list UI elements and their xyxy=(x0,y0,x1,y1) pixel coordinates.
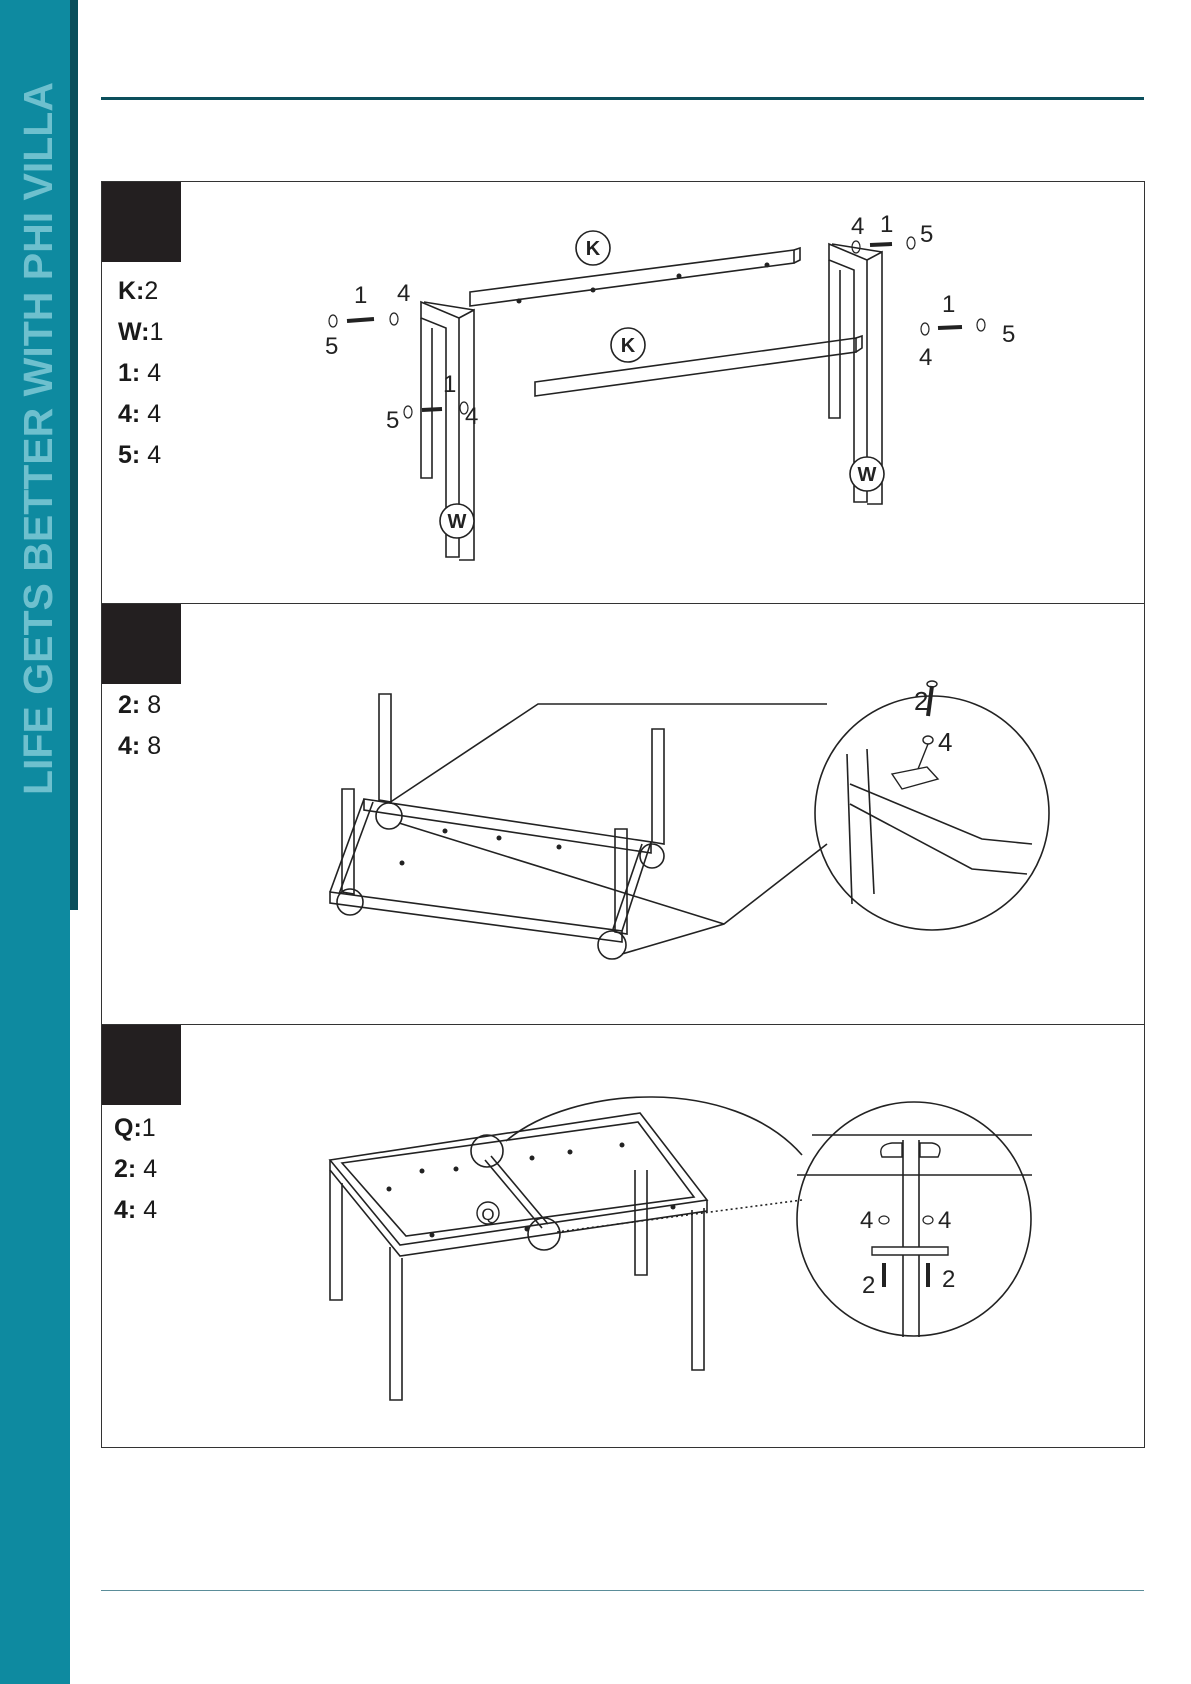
parts-row: 2: 4 xyxy=(114,1155,158,1183)
callout-bolt: 1 xyxy=(942,291,956,318)
parts-row: K:2 xyxy=(118,277,159,305)
callout-screw: 2 xyxy=(914,686,929,716)
step-2-panel xyxy=(102,603,1144,1025)
callout-bolt: 1 xyxy=(880,211,894,238)
instructions-frame xyxy=(101,181,1145,1448)
callout-washer: 4 xyxy=(938,1207,952,1234)
callout-washer: 4 xyxy=(938,727,953,757)
parts-row: W:1 xyxy=(118,318,164,346)
part-label-w: W xyxy=(857,464,877,486)
part-label-q: Q xyxy=(481,1205,495,1224)
step-3-panel xyxy=(102,1024,1144,1446)
header-rule xyxy=(101,97,1144,100)
sidebar-accent-stripe xyxy=(70,0,78,910)
parts-row: Q:1 xyxy=(114,1114,156,1142)
parts-row: 2: 8 xyxy=(118,691,162,719)
footer-rule xyxy=(101,1590,1144,1591)
callout-bolt: 1 xyxy=(443,371,457,398)
callout-washer: 4 xyxy=(851,213,865,240)
parts-row: 4: 8 xyxy=(118,732,162,760)
callout-nut: 5 xyxy=(1002,321,1016,348)
callout-washer: 4 xyxy=(397,280,411,307)
callout-nut: 5 xyxy=(325,333,339,360)
step-3-illustration xyxy=(102,1025,1144,1446)
callout-screw: 2 xyxy=(862,1272,876,1299)
parts-row: 5: 4 xyxy=(118,441,162,469)
callout-bolt: 1 xyxy=(354,282,368,309)
callout-screw: 2 xyxy=(942,1266,956,1293)
step-1-illustration xyxy=(102,182,1144,603)
callout-washer: 4 xyxy=(919,344,933,371)
part-label-k: K xyxy=(585,238,601,260)
parts-row: 4: 4 xyxy=(118,400,162,428)
callout-washer: 4 xyxy=(465,403,479,430)
callout-nut: 5 xyxy=(386,407,400,434)
parts-row: 4: 4 xyxy=(114,1196,158,1224)
sidebar-tagline: LIFE GETS BETTER WITH PHI VILLA xyxy=(15,82,61,795)
sidebar-band xyxy=(0,0,70,1684)
step-1-panel xyxy=(102,182,1144,603)
callout-washer: 4 xyxy=(860,1207,874,1234)
callout-nut: 5 xyxy=(920,221,934,248)
step-2-illustration xyxy=(102,604,1144,1025)
part-label-k: K xyxy=(620,335,636,357)
parts-row: 1: 4 xyxy=(118,359,162,387)
part-label-w: W xyxy=(447,511,467,533)
